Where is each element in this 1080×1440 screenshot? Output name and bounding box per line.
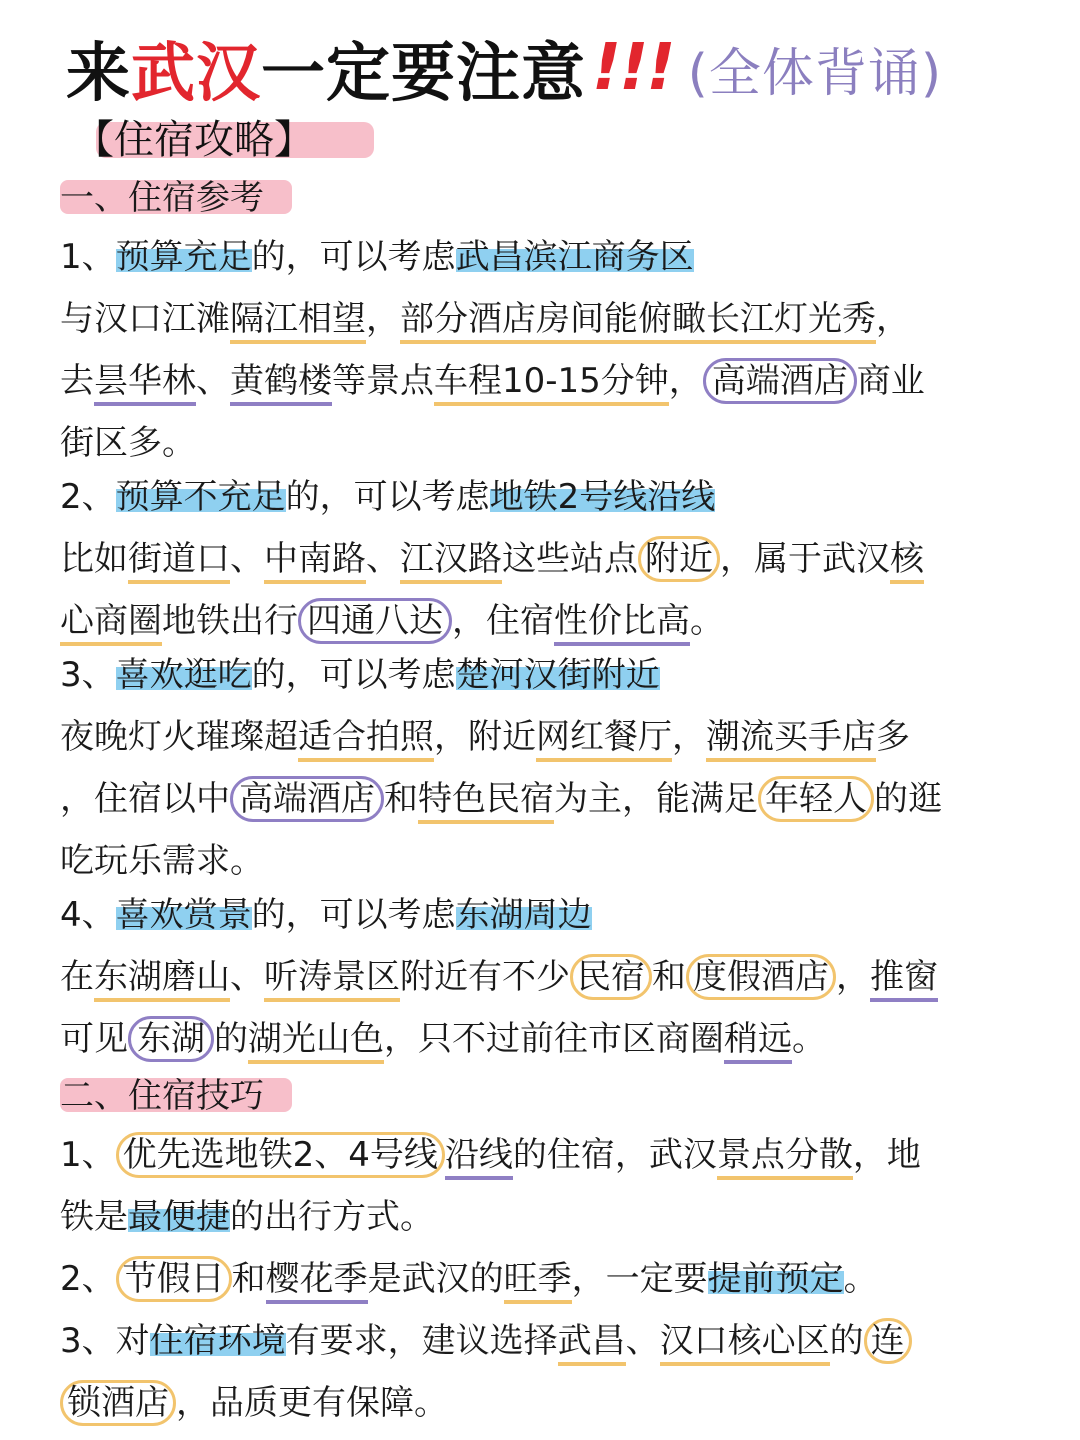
text: 多	[876, 717, 910, 757]
highlight: 最便捷	[128, 1197, 230, 1237]
text: 、	[196, 361, 230, 401]
text-line	[60, 288, 1020, 350]
text: ，住宿以中	[60, 779, 230, 819]
text: 和	[384, 779, 418, 819]
text: 4、	[60, 895, 116, 935]
text: 吃玩乐需求。	[60, 841, 264, 881]
title-exclamation: !!!	[592, 31, 674, 105]
underline: 黄鹤楼	[230, 361, 332, 406]
highlight: 提前预定	[707, 1259, 844, 1299]
text: ，	[836, 957, 870, 997]
text: 、	[230, 539, 264, 579]
text: 这些站点	[502, 539, 638, 579]
item-2-head	[60, 466, 1020, 528]
text: 商业	[856, 361, 925, 401]
underline: 昙华林	[94, 361, 196, 406]
underline: 旺季	[504, 1259, 572, 1304]
underline: 网红餐厅	[536, 717, 672, 762]
text-line	[60, 946, 1020, 1008]
text: 有要求，建议选择	[285, 1321, 558, 1361]
text: 和	[231, 1259, 266, 1299]
item-1	[60, 226, 1020, 474]
text: ，品质更有保障。	[176, 1383, 448, 1423]
section2-title	[60, 1068, 264, 1116]
item-3	[60, 644, 1020, 892]
text: ，属于武汉	[720, 539, 890, 579]
page-title	[66, 18, 942, 118]
text: ，	[672, 717, 706, 757]
item-4	[60, 884, 1020, 1070]
text-line	[60, 1372, 1020, 1434]
underline: 心商圈	[60, 601, 162, 646]
text-line	[60, 768, 1020, 830]
text: 、	[230, 957, 264, 997]
text: 的出行方式。	[230, 1197, 434, 1237]
text: 2、	[60, 477, 116, 517]
highlight: 预算不充足	[115, 477, 286, 517]
text: 在	[60, 957, 94, 997]
text-line	[60, 412, 1020, 474]
text: 3、	[60, 655, 116, 695]
text-line	[60, 590, 1020, 652]
title-part3: 一定要注意	[261, 37, 586, 111]
item-4-head	[60, 884, 1020, 946]
underline: 武昌	[558, 1321, 626, 1366]
section2-body	[60, 1124, 1020, 1434]
underline: 性价比高	[554, 601, 690, 646]
text: 的，可以考虑	[251, 895, 456, 935]
circled: 锁酒店	[60, 1380, 176, 1426]
circled: 高端酒店	[703, 358, 857, 404]
text-line	[60, 830, 1020, 892]
text-line	[60, 1124, 1020, 1186]
title-city: 武汉	[131, 37, 261, 111]
circled: 优先选地铁2、4号线	[116, 1132, 445, 1178]
text: ，	[366, 299, 400, 339]
section1-title-text: 一、住宿参考	[60, 178, 264, 218]
text: 1、	[60, 1135, 116, 1175]
underline: 江汉路	[400, 539, 502, 584]
heading-text: 【住宿攻略】	[74, 117, 314, 163]
underline: 适合拍照	[298, 717, 434, 762]
underline: 中南路	[264, 539, 366, 584]
text: 铁是	[60, 1197, 128, 1237]
text: 街区多。	[60, 423, 196, 463]
underline: 隔江相望	[230, 299, 366, 344]
underline: 听涛景区	[264, 957, 400, 1002]
text: 是武汉的	[367, 1259, 504, 1299]
text-line	[60, 1310, 1020, 1372]
text-line	[60, 1008, 1020, 1070]
circled: 高端酒店	[230, 776, 384, 822]
text-line	[60, 350, 1020, 412]
underline: 部分酒店房间能俯瞰长江灯光秀	[400, 299, 876, 344]
highlight: 地铁2号线沿线	[489, 477, 716, 517]
text: 可见	[60, 1019, 128, 1059]
underline: 汉口核心区	[660, 1321, 830, 1366]
main-heading	[74, 108, 314, 168]
highlight: 东湖周边	[455, 895, 592, 935]
circled: 年轻人	[758, 776, 874, 822]
text: 、	[625, 1321, 660, 1361]
text: ，地	[852, 1135, 921, 1175]
text-line	[60, 528, 1020, 590]
circled: 连	[864, 1318, 912, 1364]
underline: 推窗	[870, 957, 938, 1002]
text-line	[60, 1248, 1020, 1310]
text: 比如	[60, 539, 128, 579]
highlight: 预算充足	[115, 237, 252, 277]
text: 的逛	[874, 779, 942, 819]
underline: 樱花季	[266, 1259, 368, 1304]
section1-title	[60, 170, 264, 218]
text: ，住宿	[452, 601, 554, 641]
underline: 稍远	[724, 1019, 792, 1064]
text: 的，可以考虑	[251, 237, 456, 277]
text: ，附近	[434, 717, 536, 757]
underline: 潮流买手店	[706, 717, 876, 762]
text-line	[60, 1186, 1020, 1248]
text: ，只不过前往市区商圈	[384, 1019, 724, 1059]
underline: 车程10-15分钟	[434, 361, 669, 406]
text: 地铁出行	[162, 601, 298, 641]
text: 夜晚灯火璀璨超	[60, 717, 298, 757]
text: 的住宿，武汉	[512, 1135, 717, 1175]
text: 。	[843, 1259, 878, 1299]
highlight: 喜欢逛吃	[115, 655, 252, 695]
circled: 度假酒店	[686, 954, 836, 1000]
text: ，	[876, 299, 910, 339]
circled: 节假日	[116, 1256, 232, 1302]
circled: 四通八达	[298, 598, 452, 644]
text: 等景点	[332, 361, 434, 401]
text: ，一定要	[571, 1259, 708, 1299]
circled: 东湖	[128, 1016, 214, 1062]
item-2	[60, 466, 1020, 652]
highlight: 住宿环境	[149, 1321, 286, 1361]
text: 2、	[60, 1259, 116, 1299]
text: 的，可以考虑	[285, 477, 490, 517]
item-1-head	[60, 226, 1020, 288]
text: 与汉口江滩	[60, 299, 230, 339]
text: 。	[690, 601, 724, 641]
section2-title-text: 二、住宿技巧	[60, 1076, 264, 1116]
title-part1: 来	[66, 37, 131, 111]
text: ，	[668, 361, 703, 401]
underline: 沿线	[445, 1135, 513, 1180]
text: 和	[652, 957, 686, 997]
text: 、	[366, 539, 400, 579]
underline: 特色民宿	[418, 779, 554, 824]
text: 为主，能满足	[554, 779, 758, 819]
text: 的	[214, 1019, 248, 1059]
text: 。	[792, 1019, 826, 1059]
circled: 民宿	[570, 954, 652, 1000]
text: 附近有不少	[400, 957, 570, 997]
underline: 湖光山色	[248, 1019, 384, 1064]
highlight: 武昌滨江商务区	[455, 237, 694, 277]
circled: 附近	[638, 536, 720, 582]
underline: 街道口	[128, 539, 230, 584]
underline: 东湖磨山	[94, 957, 230, 1002]
text: 的，可以考虑	[251, 655, 456, 695]
text: 的	[829, 1321, 864, 1361]
highlight: 喜欢赏景	[115, 895, 252, 935]
title-note: (全体背诵)	[687, 43, 943, 104]
text-line	[60, 706, 1020, 768]
item-3-head	[60, 644, 1020, 706]
underline: 景点分散	[717, 1135, 853, 1180]
highlight: 楚河汉街附近	[455, 655, 660, 695]
text: 1、	[60, 237, 116, 277]
text: 3、对	[60, 1321, 150, 1361]
underline: 核	[890, 539, 924, 584]
text: 去	[60, 361, 94, 401]
